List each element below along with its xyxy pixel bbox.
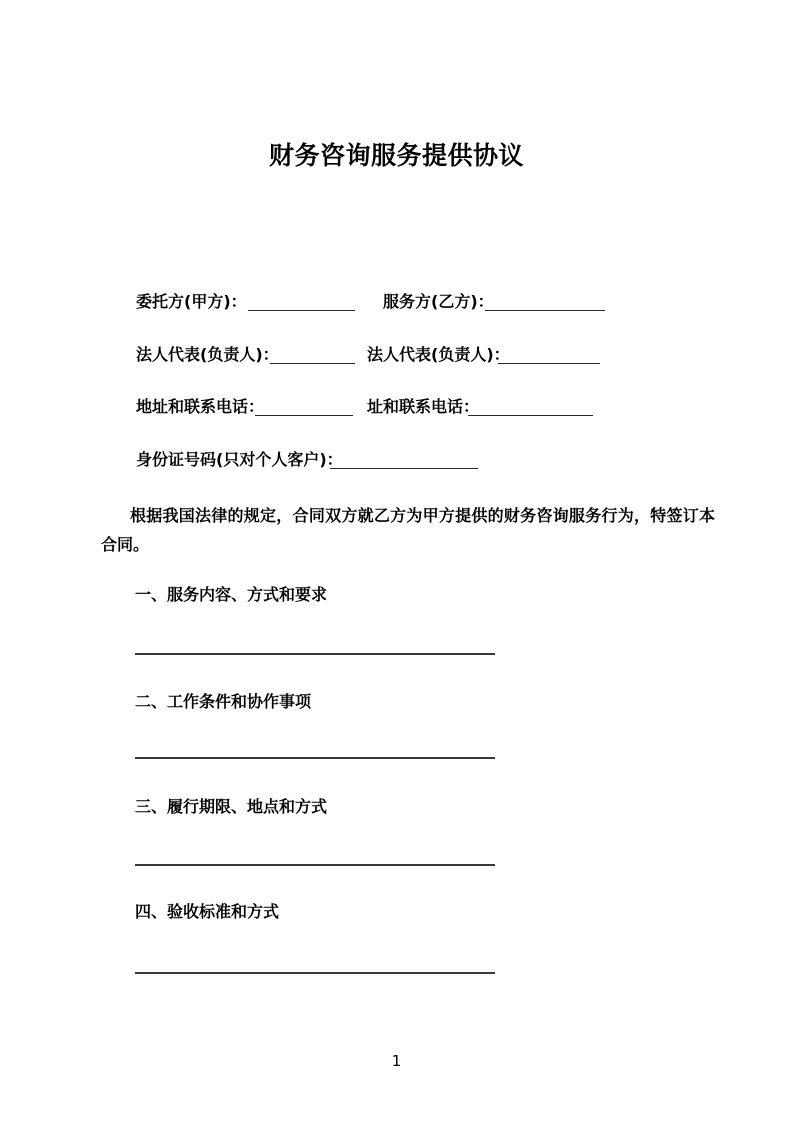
page-number: 1 (391, 1052, 402, 1070)
blank-line-party-a (248, 310, 355, 311)
section-1-heading: 一、服务内容、方式和要求 (135, 585, 328, 604)
section-4-blank-line (135, 972, 495, 974)
section-1-blank-line (135, 653, 495, 655)
legal-rep-a-label: 法人代表(负责人)： (136, 345, 279, 364)
blank-line-party-b (485, 310, 605, 311)
section-2-blank-line (135, 757, 495, 759)
section-3-blank-line (135, 864, 495, 866)
document-title: 财务咨询服务提供协议 (268, 141, 524, 170)
id-number-label: 身份证号码(只对个人客户)： (136, 450, 343, 469)
blank-line-address-phone-a (255, 415, 353, 416)
section-2-heading: 二、工作条件和协作事项 (135, 692, 312, 711)
blank-line-legal-rep-a (270, 363, 355, 364)
section-4-heading: 四、验收标准和方式 (135, 902, 280, 921)
blank-line-address-phone-b (468, 415, 593, 416)
address-phone-a-label: 地址和联系电话： (136, 397, 265, 416)
blank-line-legal-rep-b (498, 363, 600, 364)
party-a-label: 委托方(甲方)： (136, 292, 247, 311)
blank-line-id-number (330, 468, 478, 469)
section-3-heading: 三、履行期限、地点和方式 (135, 797, 328, 816)
party-b-label: 服务方(乙方)： (383, 292, 494, 311)
legal-rep-b-label: 法人代表(负责人)： (367, 345, 510, 364)
intro-paragraph: 根据我国法律的规定，合同双方就乙方为甲方提供的财务咨询服务行为，特签订本合同。 (101, 506, 715, 554)
address-phone-b-label: 址和联系电话： (367, 397, 480, 416)
